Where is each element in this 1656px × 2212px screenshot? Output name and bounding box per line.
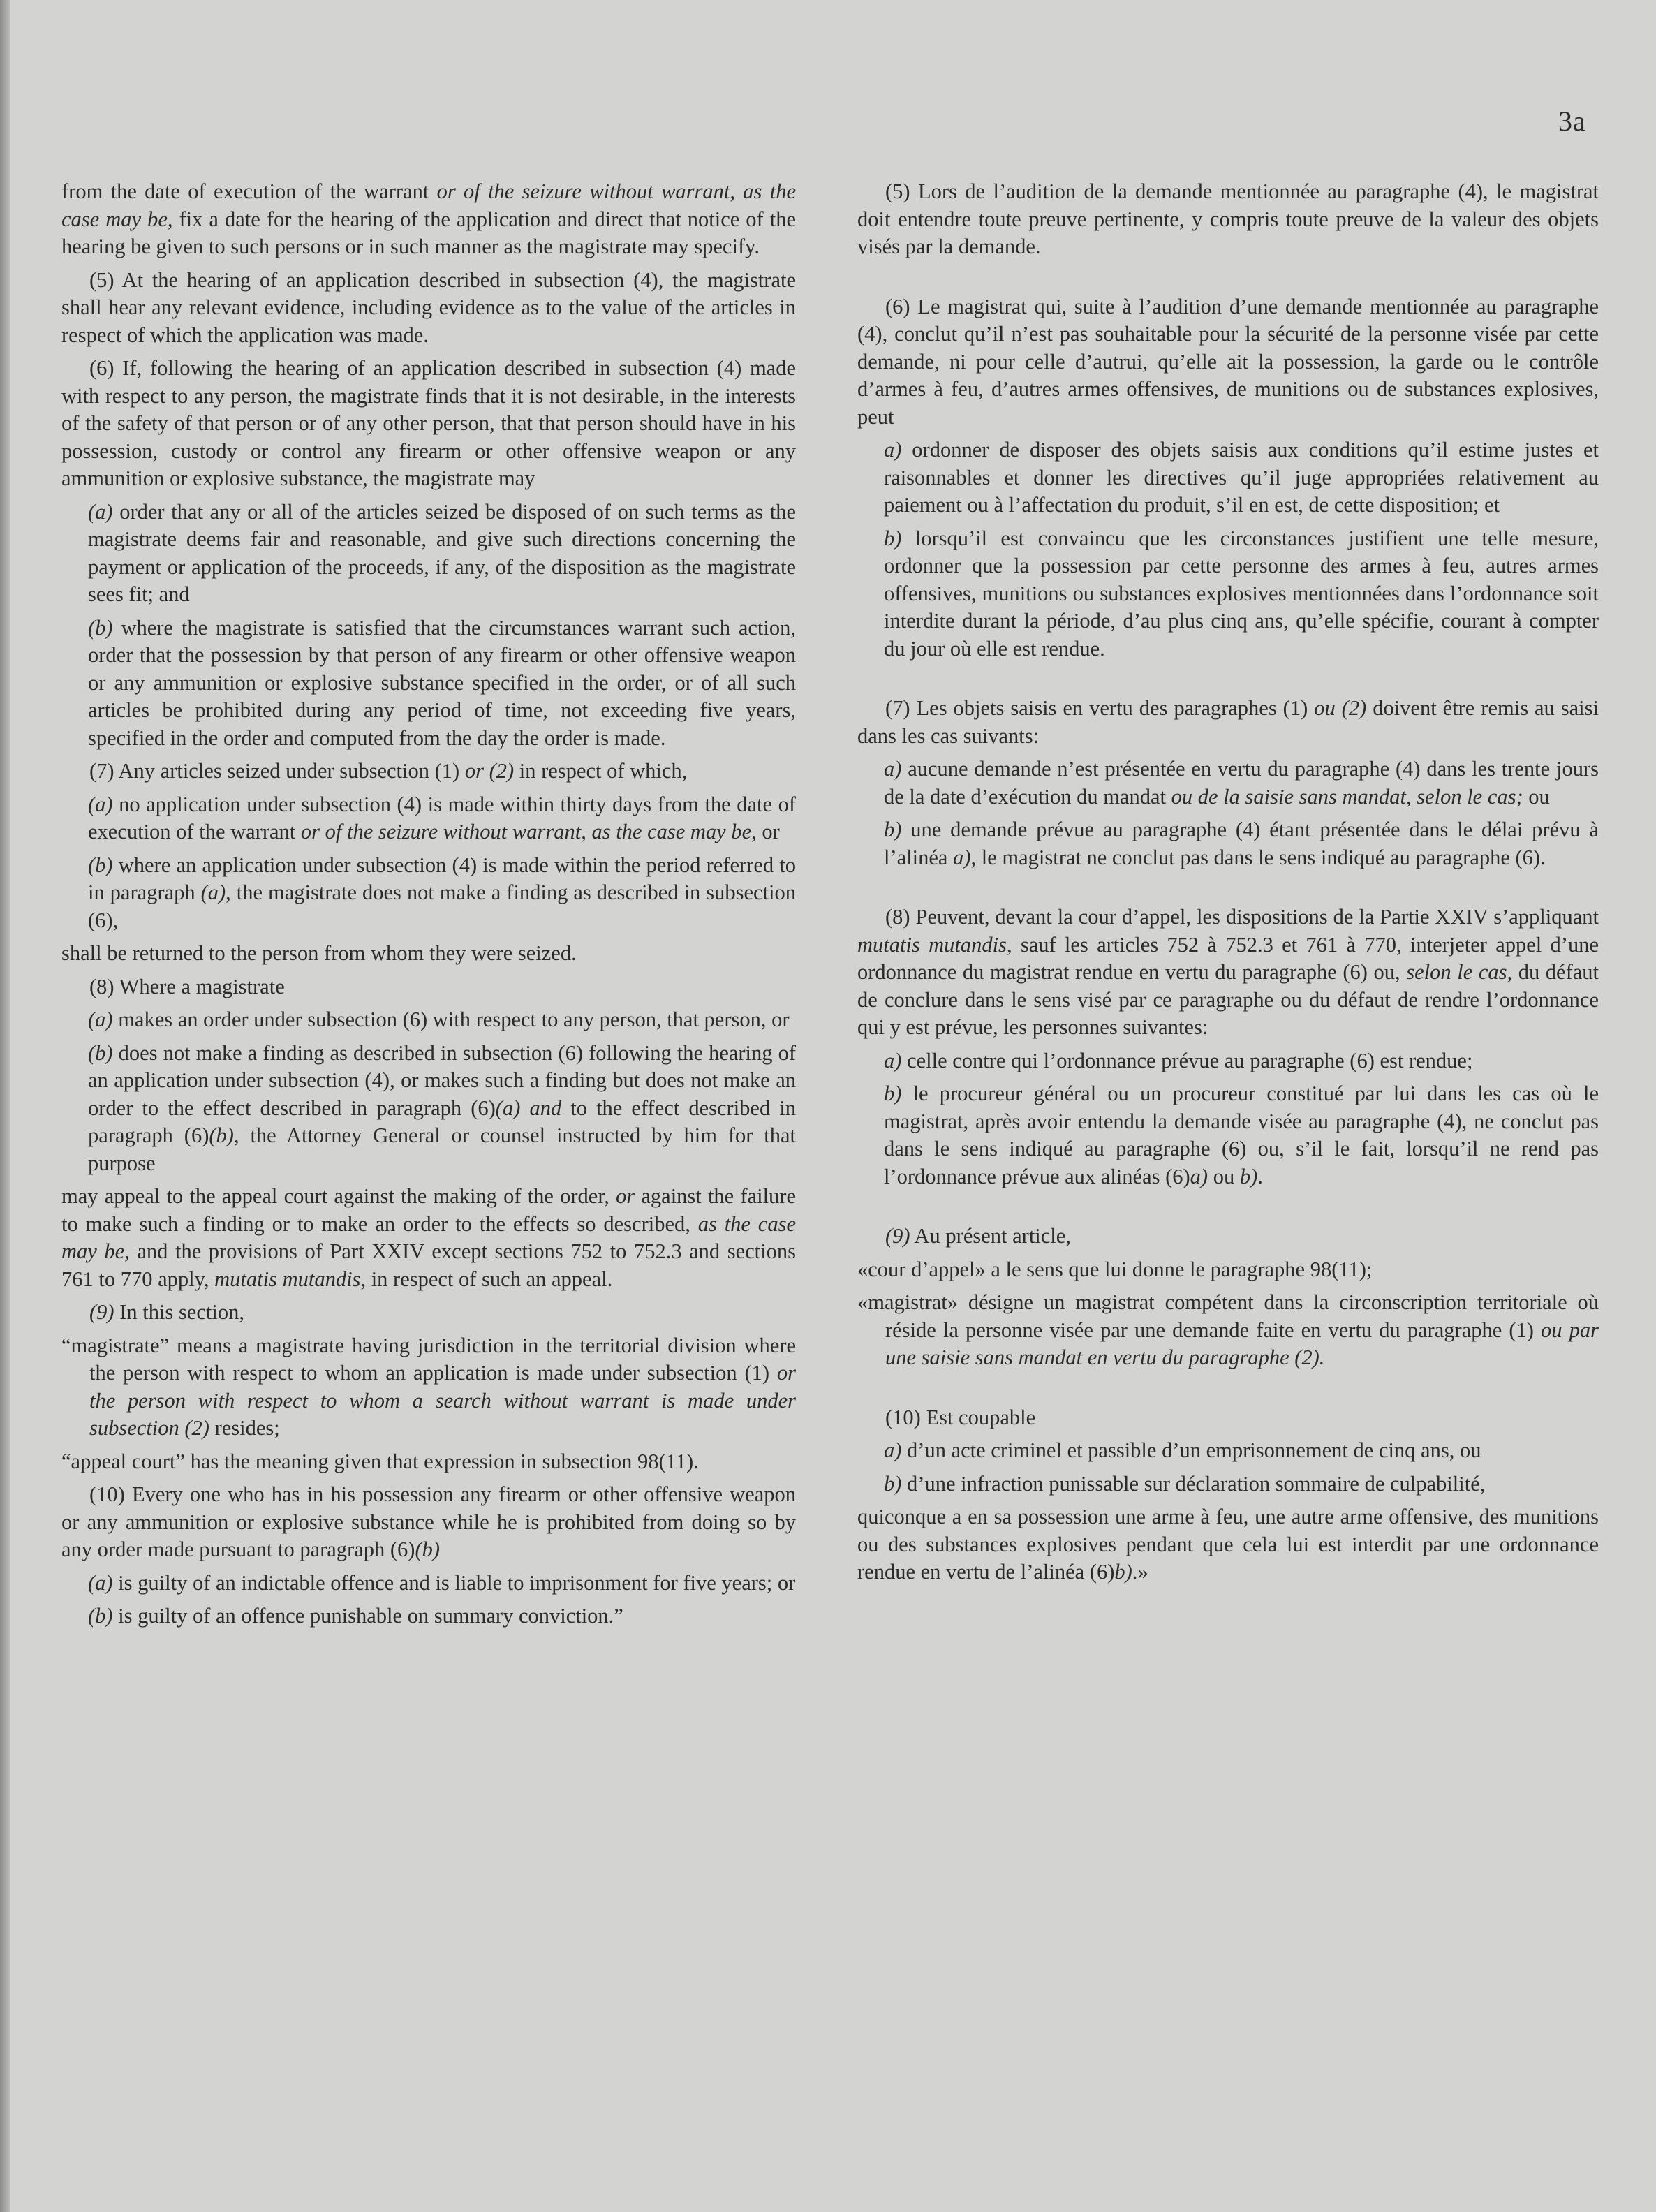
en-definition-appeal-court: “appeal court” has the meaning given that expression in subsection 98(11). — [61, 1449, 699, 1473]
fr-subsection-8: (8) Peuvent, devant la cour d’appel, les dispositions de la Partie XXIV s’appliquant mutatis mutandis, sauf les articles 752 à 752.3 et 761 à 770, interjeter appel d’une ordonnance du magistrat rendue en vertu du paragraphe (6) ou, selon le cas, du défaut de conclure dans le sens visé par ce paragraphe ou du défaut de rendre l’ordonnance qui y est prévue, les personnes suivantes: — [857, 905, 1599, 1039]
fr-paragraph-8b: b) le procureur général ou un procureur constitué par lui dans les cas où le magistrat, après avoir entendu la demande visée au paragraphe (4), ne conclut pas dans le sens indiqué au paragraphe (6) ou, s’il le fait, lorsqu’il ne rend pas l’ordonnance prévue aux alinéas (6)a) ou b). — [884, 1082, 1599, 1188]
english-column — [61, 178, 796, 1636]
en-paragraph-6b: (b) where the magistrate is satisfied that the circumstances warrant such action, order that the possession by that person of any firearm or other offensive weapon or any ammunition or explosive substance specified in the order, or of all such articles be prohibited during any period of time, not exceeding five years, specified in the order and computed from the day the order is made. — [88, 615, 796, 750]
en-subsection-8-closing: may appeal to the appeal court against the making of the order, or against the failure to make such a finding or to make an order to the effects so described, as the case may be, and the provisions of Part XXIV except sections 752 to 752.3 and sections 761 to 770 apply, mutatis mutandis, in respect of such an appeal. — [61, 1184, 796, 1291]
fr-paragraph-7a: a) aucune demande n’est présentée en vertu du paragraphe (4) dans les trente jours de la date d’exécution du mandat ou de la saisie sans mandat, selon le cas; ou — [884, 757, 1599, 809]
en-paragraph-10b: (b) is guilty of an offence punishable on summary conviction.” — [88, 1604, 623, 1628]
en-paragraph-8b: (b) does not make a finding as described in subsection (6) following the hearing of an application under subsection (4), or makes such a finding but does not make an order to the effect described in paragraph (6)(a) and to the effect described in paragraph (6)(b), the Attorney General or counsel instructed by him for that purpose — [88, 1040, 797, 1175]
en-subsection-7: (7) Any articles seized under subsection (1) or (2) in respect of which, — [89, 759, 688, 783]
en-subsection-10: (10) Every one who has in his possession any firearm or other offensive weapon or any ammunition or explosive substance while he is prohibited from doing so by any order made pursuant to paragraph (6)(b) — [61, 1482, 796, 1561]
fr-subsection-6: (6) Le magistrat qui, suite à l’audition d’une demande mentionnée au paragraphe (4), conclut qu’il n’est pas souhaitable pour la sécurité de la personne visée par cette demande, ni pour celle d’autrui, qu’elle ait la possession, la garde ou le contrôle d’armes à feu, d’autres armes offensives, de munitions ou de substances explosives, peut — [857, 294, 1599, 429]
fr-subsection-7: (7) Les objets saisis en vertu des paragraphes (1) ou (2) doivent être remis au saisi dans les cas suivants: — [857, 696, 1599, 748]
fr-paragraph-7b: b) une demande prévue au paragraphe (4) étant présentée dans le délai prévu à l’alinéa a), le magistrat ne conclut pas dans le sens indiqué au paragraphe (6). — [884, 818, 1599, 869]
en-subsection-7-closing: shall be returned to the person from whom they were seized. — [61, 941, 577, 965]
en-subsection-8: (8) Where a magistrate — [89, 974, 285, 998]
page-edge-shadow — [0, 0, 10, 2212]
en-subsection-9: (9) In this section, — [89, 1300, 244, 1324]
fr-paragraph-6a: a) ordonner de disposer des objets saisis aux conditions qu’il estime justes et raisonnables et donner les directives qu’il juge appropriées relativement au paiement ou à l’affectation du produit, s’il en est, de cette disposition; et — [884, 438, 1599, 517]
fr-subsection-5: (5) Lors de l’audition de la demande mentionnée au paragraphe (4), le magistrat doit entendre toute preuve pertinente, y compris toute preuve de la valeur des objets visés par la demande. — [857, 179, 1599, 258]
en-paragraph-7a: (a) no application under subsection (4) is made within thirty days from the date of execution of the warrant or of the seizure without warrant, as the case may be, or — [88, 792, 796, 843]
en-paragraph-7b: (b) where an application under subsection (4) is made within the period referred to in paragraph (a), the magistrate does not make a finding as described in subsection (6), — [88, 853, 796, 932]
fr-paragraph-10a: a) d’un acte criminel et passible d’un emprisonnement de cinq ans, ou — [884, 1438, 1481, 1462]
en-subsection-5: (5) At the hearing of an application described in subsection (4), the magistrate shall hear any relevant evidence, including evidence as to the value of the articles in respect of which the application was made. — [61, 267, 796, 347]
en-paragraph-8a: (a) makes an order under subsection (6) with respect to any person, that person, or — [88, 1008, 790, 1031]
fr-subsection-10-closing: quiconque a en sa possession une arme à feu, une autre arme offensive, des munitions ou des substances explosives pendant que cela lui est interdit par une ordonnance rendue en vertu de l’alinéa (6)b).» — [857, 1505, 1599, 1584]
en-paragraph-6a: (a) order that any or all of the articles seized be disposed of on such terms as the magistrate deems fair and reasonable, and give such directions concerning the payment or application of the proceeds, if any, of the disposition as the magistrate sees fit; and — [88, 499, 796, 606]
en-subsection-6: (6) If, following the hearing of an application described in subsection (4) made with respect to any person, the magistrate finds that it is not desirable, in the interests of the safety of that person or of any other person, that that person should have in his possession, custody or control any firearm or other offensive weapon or any ammunition or explosive substance, the magistrate may — [61, 356, 796, 490]
page-number: 3a — [1558, 105, 1586, 137]
fr-subsection-9: (9) Au présent article, — [885, 1224, 1071, 1248]
en-definition-magistrate: “magistrate” means a magistrate having jurisdiction in the territorial division where the person with respect to whom an application is made under subsection (1) or the person with respect to whom a search without warrant is made under subsection (2) resides; — [61, 1333, 796, 1440]
fr-paragraph-8a: a) celle contre qui l’ordonnance prévue au paragraphe (6) est rendue; — [884, 1048, 1473, 1072]
en-paragraph-10a: (a) is guilty of an indictable offence and is liable to imprisonment for five years; or — [88, 1570, 796, 1595]
en-continuation-paragraph: from the date of execution of the warrant or of the seizure without warrant, as the case may be, fix a date for the hearing of the application and direct that notice of the hearing be given to such persons or in such manner as the magistrate may specify. — [61, 179, 796, 258]
fr-definition-magistrat: «magistrat» désigne un magistrat compétent dans la circonscription territoriale où réside la personne visée par une demande faite en vertu du paragraphe (1) ou par une saisie sans mandat en vertu du paragraphe (2). — [857, 1290, 1599, 1369]
fr-definition-cour-appel: «cour d’appel» a le sens que lui donne le paragraphe 98(11); — [857, 1257, 1373, 1281]
fr-paragraph-6b: b) lorsqu’il est convaincu que les circonstances justifient une telle mesure, ordonner que la possession par cette personne des armes à feu, autres armes offensives, munitions ou substances explosives mentionnées dans l’ordonnance soit interdite durant la période, d’au plus cinq ans, qu’elle spécifie, courant à compter du jour où elle est rendue. — [884, 526, 1599, 661]
fr-paragraph-10b: b) d’une infraction punissable sur déclaration sommaire de culpabilité, — [884, 1471, 1486, 1496]
fr-subsection-10: (10) Est coupable — [885, 1405, 1036, 1429]
french-column — [857, 178, 1599, 1592]
